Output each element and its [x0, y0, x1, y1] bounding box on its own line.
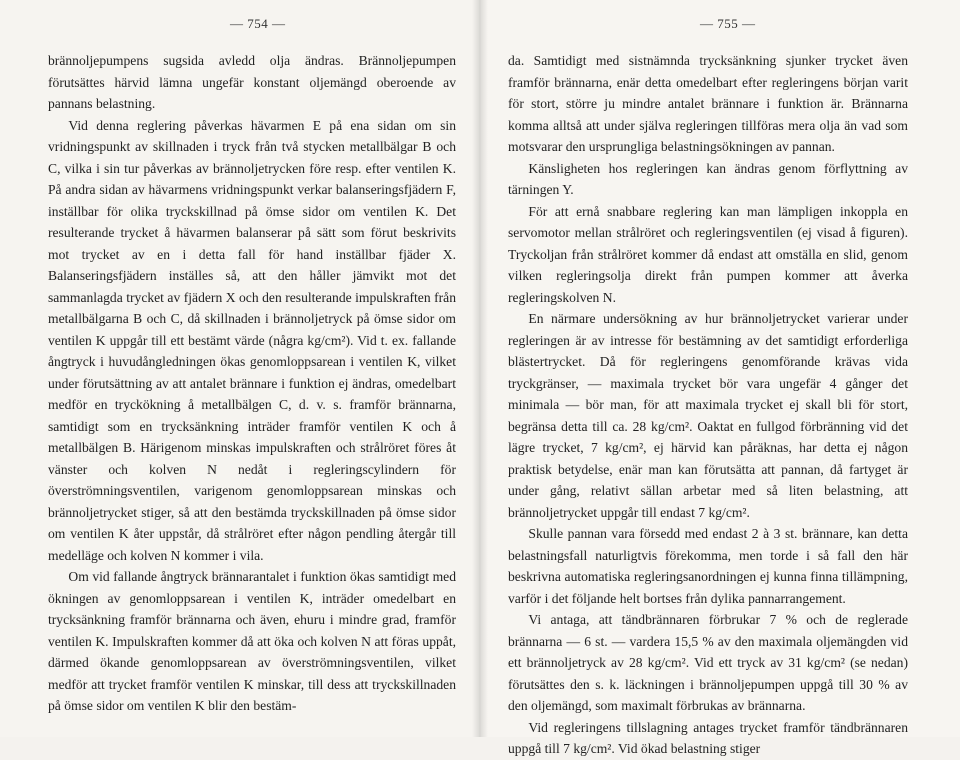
left-paragraph-1: brännoljepumpens sugsida avledd olja ändras. Brännoljepumpen förutsättes härvid lämna ungefär konstant oljemängd oberoende av pannans belastning.: [48, 53, 456, 111]
left-paragraph-3: Om vid fallande ångtryck brännarantalet i funktion ökas samtidigt med ökningen av genomloppsarean i ventilen K, inträder omedelbart en trycksänkning framför brännarna och även, ehuru i mindre grad, framför ventilen K. Impulskraften kommer då att öka och kolven N att föras uppåt, därmed ökande genomloppsarean av överströmningsventilen, vilket medför att trycket framför ventilen K minskar, till dess att tryckskillnaden på ömse sidor om ventilen K blir den bestäm-: [48, 569, 456, 713]
right-paragraph-6: Vi antaga, att tändbrännaren förbrukar 7 % och de reglerade brännarna — 6 st. — vardera 15,5 % av den maximala oljemängden vid ett brännoljetryck av 28 kg/cm². Vid ett tryck av 31 kg/cm² (se nedan) förutsättes den s. k. läckningen i brännoljepumpen uppgå till 30 % av den oljemängd, som maximalt förbrukas av brännarna.: [508, 612, 908, 713]
left-paragraph-2: Vid denna reglering påverkas hävarmen E på ena sidan om sin vridningspunkt av skillnaden i tryck från två stycken metallbälgar B och C, vilka i sin tur påverkas av brännoljetrycken före resp. efter ventilen K. På andra sidan av hävarmens vridningspunkt verkar balanseringsfjädern F, inställbar för olika tryckskillnad på ömse sidor om ventilen K. Det resulterande trycket å hävarmen balanserar på sätt som förut beskrivits mot trycket av en i detta fall för hand inställbar fjäder X. Balanseringsfjädern inställes så, att den håller jämvikt mot det sammanlagda trycket av fjädern X och den resulterande impulskraften från metallbälgarna B och C, då skillnaden i brännoljetryck på ömse sidor om ventilen K uppgår till ett bestämt värde (några kg/cm²). Vid t. ex. fallande ångtryck i huvudångledningen ökas genomloppsarean i ventilen K, vilket under förutsättning av att antalet brännare i funktion ej ändras, omedelbart medför en tryckökning å metallbälgen C, d. v. s. framför brännarna, samtidigt som en trycksänkning inträder framför ventilen K och å metallbälgen B. Härigenom minskas impulskraften och strålröret föres åt vänster och kolven N nedåt i regleringscylindern för överströmningsventilen, varigenom genomloppsarean minskas och brännoljetrycket stiger, så att den bestämda tryckskillnaden på ömse sidor om ventilen K åter uppstår, då strålröret efter någon pendling återgår till medelläge och kolven N kommer i vila.: [48, 117, 456, 563]
left-page: [0, 0, 480, 737]
right-paragraph-5: Skulle pannan vara försedd med endast 2 à 3 st. brännare, kan detta belastningsfall naturligtvis förekomma, men torde i så fall den här beskrivna automatiska regleringsanordningen ej kunna finna tillämpning, varför i det följande helt bortses från dylika pannarrangement.: [508, 526, 908, 606]
right-paragraph-1: da. Samtidigt med sistnämnda trycksänkning sjunker trycket även framför brännarna, enär detta omedelbart efter regleringens början varit för stort, större ju mindre antalet brännare i funktion är. Brännarna komma alltså att under själva regleringen tillföras mera olja än vad som motsvarar den ursprungliga belastningsökningen av pannan.: [508, 53, 908, 154]
right-page: [480, 0, 960, 756]
book-gutter: [472, 0, 488, 737]
right-paragraph-4: En närmare undersökning av hur brännoljetrycket varierar under regleringen är av intresse för bestämning av det samtidigt erforderliga blästertrycket. Då för regleringens genomförande krävas vida tryckgränser, — maximala trycket bör vara ungefär 4 gånger det minimala — bör man, för att maximala trycket ej skall bli för stort, begränsa detta till ca. 28 kg/cm². Oaktat en fullgod förbränning vid det lägre trycket, 7 kg/cm², ej härvid kan påräknas, har detta ej någon praktisk betydelse, enär man kan förutsätta att pannan, då fartyget är under gång, relativt sällan arbetar med så liten belastning, att brännoljetrycket uppgår till endast 7 kg/cm².: [508, 311, 908, 520]
right-page-text: [508, 50, 908, 760]
right-paragraph-2: Känsligheten hos regleringen kan ändras genom förflyttning av tärningen Y.: [508, 160, 908, 197]
left-page-number: — 754 —: [230, 16, 286, 31]
right-page-number: — 755 —: [700, 16, 756, 31]
right-paragraph-3: För att ernå snabbare reglering kan man lämpligen inkoppla en servomotor mellan strålröret och regleringsventilen (ej visad å figuren). Tryckoljan från strålröret kommer då endast att omställa en slid, genom vilken regleringsolja direkt från pumpen kommer att åverka regleringskolven N.: [508, 203, 908, 305]
right-paragraph-7: Vid regleringens tillslagning antages trycket framför tändbrännaren uppgå till 7 kg/cm². Vid ökad belastning stiger: [508, 719, 908, 756]
left-page-text: [48, 50, 456, 717]
